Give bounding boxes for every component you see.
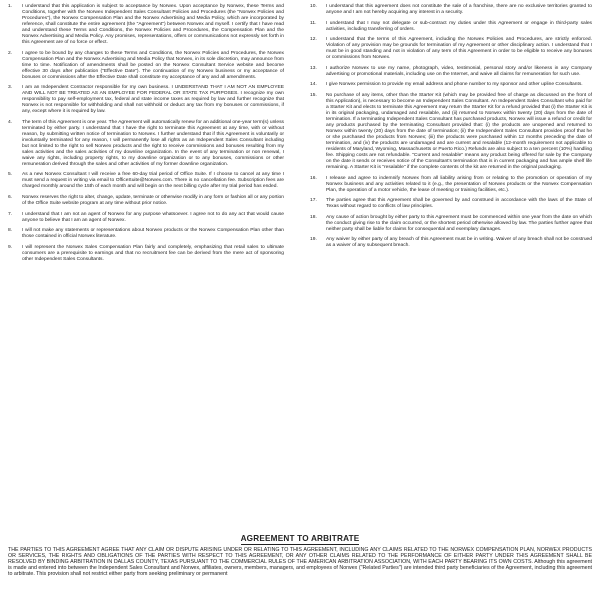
term-item (8, 228, 284, 240)
term-text: I am an Independent Contractor responsible for my own business. I UNDERSTAND THAT I AM NOT AN EMPLOYEE AND WILL NOT BE TREATED AS AN EMPLOYEE FOR FEDERAL OR STATE TAX PURPOSES. I recognize my own responsibility to pay self-employment tax, federal and state income taxes as required by law and further recognize that Norwex is not responsible for withholding and shall not withhold or deduct any tax from my bonuses or commissions, if any, except where it is required by law. (22, 85, 284, 115)
term-text: I understand that I am not an agent of Norwex for any purpose whatsoever. I agree not to do any act that would cause anyone to believe that I am an agent of Norwex. (22, 211, 284, 223)
term-text: I give Norwex permission to provide my email address and phone number to my sponsor and other upline Consultants. (326, 82, 583, 88)
term-number: 9. (8, 244, 13, 250)
term-number: 19. (310, 237, 317, 243)
term-item (8, 212, 284, 224)
term-item (310, 66, 592, 78)
term-number: 11. (310, 20, 317, 26)
term-text: I understand that this agreement does not constitute the sale of a franchise, there are no exclusive territories granted to anyone and I am not hereby acquiring any interest in a security. (326, 4, 592, 15)
term-item (8, 51, 284, 81)
term-text: As a new Norwex Consultant I will receive a free 60-day trial period of Office Suite. If I choose to cancel at any time I must send a request in writing via email to OfficeSuite@Norwex.com. There is no cancellation fee. Subscription fees are charged monthly around the 15th of each month and will begin on the next billing cycle after my trial period has ended. (22, 172, 284, 190)
term-number: 6. (8, 194, 13, 200)
term-text: I authorize Norwex to use my name, photograph, video, testimonial, personal story and/or likeness in any Company advertising or promotional materials, including use on the Internet, and waive all claims for remuneration for such use. (326, 65, 592, 77)
term-number: 1. (8, 4, 13, 9)
term-number: 10. (310, 4, 317, 9)
term-number: 16. (310, 175, 317, 181)
term-item (310, 198, 592, 210)
term-number: 2. (8, 50, 13, 56)
arbitration-paragraph: THE PARTIES TO THIS AGREEMENT AGREE THAT ANY CLAIM OR DISPUTE ARISING UNDER OR RELATING TO THIS AGREEMENT, INCLUDING ANY CLAIMS RELATED TO THE NORWEX COMPENSATION PLAN, NORWEX PRODUCTS OR SERVICES, THE RIGHTS AND OBLIGATIONS OF THE PARTIES WITH RESPECT TO THIS AGREEMENT, OR ANY OTHER CLAIMS RELATED TO THE PERFORMANCE OF EITHER PARTY UNDER THIS AGREEMENT SHALL BE RESOLVED BY BINDING ARBITRATION IN DALLAS COUNTY, TEXAS PURSUANT TO THE COMMERCIAL RULES OF THE AMERICAN ARBITRATION ASSOCIATION, WITH EACH PARTY BEARING ITS OWN COSTS. Although this agreement is made and entered into between the Independent Sales Consultant and Norwex, affiliates, owners, members, managers, and employees of Norwex ("Related Parties") are intended third party beneficiaries of the Agreement, including this agreement to arbitrate. This provision shall not restrict either party from seeking preliminary or permanent (8, 547, 592, 578)
term-item (8, 172, 284, 190)
term-text: I release and agree to indemnify Norwex from all liability arising from or relating to the promotion or operation of my Norwex business and any activities related to it (e.g., the presentation of Norwex products or the Norwex Compensation Plan, the operation of a motor vehicle, the lease of meeting or training facilities, etc.). (326, 175, 592, 193)
term-item (8, 120, 284, 168)
term-item (8, 195, 284, 207)
term-item (310, 215, 592, 233)
term-number: 14. (310, 82, 317, 88)
term-text: The term of this Agreement is one year. The Agreement will automatically renew for an additional one-year term(s) unless terminated by either party. I understand that I have the right to terminate this Agreement at any time, with or without reason, by submitting written notice of termination to Norwex. I further understand that if this Agreement is voluntarily or involuntarily terminated for any reason, I will permanently lose all rights as an Independent Sales Consultant including but not limited to the right to sell Norwex products and the right to receive commissions and bonuses resulting from my sales activities and the sales activities of my downline organization. In the event of any termination or non renewal, I waive any rights, including property rights, to my downline organization or to any bonuses, commissions or other remuneration derived through the sales and other activities of my former downline organization. (22, 119, 284, 167)
term-item (310, 237, 592, 249)
term-text: The parties agree that this Agreement shall be governed by and construed in accordance with the laws of the State of Texas without regard to conflicts of law principles. (326, 198, 592, 210)
term-text: I will represent the Norwex Sales Compensation Plan fairly and completely, emphasizing that retail sales to ultimate consumers are a prerequisite to earnings and that no recruitment fee can be derived from the mere act of sponsoring other Independent Sales Consultants. (22, 244, 284, 262)
term-item (310, 37, 592, 61)
term-text: I understand that the terms of this Agreement, including the Norwex Policies and Procedures, are strictly enforced. Violation of any provision may be grounds for termination of my Agreement or other disciplinary action. I understand that I must be in good standing and not in violation of any term of this Agreement in order to be eligible to receive any bonuses or commissions from Norwex. (326, 37, 592, 61)
term-number: 3. (8, 85, 13, 91)
term-item (8, 245, 284, 263)
term-item (310, 21, 592, 33)
term-item (310, 82, 592, 88)
term-text: I understand that this application is subject to acceptance by Norwex. Upon acceptance by Norwex, these Terms and Conditions, together with the Norwex Independent Sales Consultant Policies and Procedures (the "Norwex Policies and Procedures"), the Norwex Compensation Plan and the Norwex Advertising and Media Policy, which are incorporated by reference, shall constitute the entire agreement (the "Agreement") between Norwex and myself. I certify that I have read and understand these Terms and Conditions, the Norwex Policies and Procedures, the Compensation Plan and the Norwex Advertising and Media Policy. Any promises, representations, offers or communications not expressly set forth in this Agreement are of no force or effect. (22, 4, 284, 45)
term-text: Norwex reserves the right to alter, change, update, terminate or otherwise modify in any form or fashion all or any portion of the Office Suite website program at any time without prior notice. (22, 194, 284, 206)
term-number: 5. (8, 172, 13, 178)
term-text: No purchase of any items, other than the Starter Kit (which may be provided free of charge as discussed on the front of this Application), is necessary to become an Independent Sales Consultant. An Independent Sales Consultant who paid for a Starter Kit and elects to terminate this Agreement may return the Starter Kit for a refund provided that (i) the Starter Kit is in its original packaging, undamaged and resalable, and (ii) returned to Norwex within twenty (20) days from the date of termination. If a terminating Independent Sales Consultant has purchased products, Norwex will issue a refund or credit for any products purchased by the terminating Consultant provided that: (i) the products are unopened and returned to Norwex within twenty (20) days from the date of termination; (ii) the Independent Sales Consultant provides proof that he or she purchased the products from Norwex; (iii) the products were purchased within 12 months preceding the date of termination, and (iv) the products are undamaged and are current and resalable (12-month requirement not applicable to residents of Maryland, Wyoming, Massachusetts or Puerto Rico.) Refunds are also subject to a ten percent (10%) handling fee. Shipping costs are not refundable. "Current and resalable" means any product being offered for sale by the Company on the date it sends or receives notice of the Consultant's termination that is in current packaging and has ample shelf life remaining. A Starter Kit is "resalable" if the complete contents of the kit are returned in the original packaging. (326, 92, 592, 170)
term-text: I understand that I may not delegate or sub-contract my duties under this Agreement or engage in third-party sales activities, including transferring of orders. (326, 20, 592, 32)
term-number: 4. (8, 119, 13, 125)
term-number: 13. (310, 65, 317, 71)
arbitration-heading (0, 534, 600, 543)
term-item (310, 93, 592, 171)
term-item (310, 176, 592, 194)
term-number: 8. (8, 228, 13, 234)
arbitration-title: AGREEMENT TO ARBITRATE (240, 534, 360, 543)
term-number: 15. (310, 92, 317, 98)
term-item (8, 85, 284, 115)
term-text: I will not make any statements or representations about Norwex products or the Norwex Compensation Plan other than those contained in official Norwex literature. (22, 228, 284, 240)
term-text: Any cause of action brought by either party to this Agreement must be commenced within one year from the date on which the conduct giving rise to the claim occurred, or the shortest period otherwise allowed by law. The parties further agree that neither party shall be liable for claims for consequential and exemplary damages. (326, 214, 592, 232)
term-item (310, 4, 592, 16)
term-text: Any waiver by either party of any breach of this Agreement must be in writing. Waiver of any breach shall not be construed as a waiver of any subsequent breach. (326, 237, 592, 249)
right-column (310, 4, 592, 254)
term-text: I agree to be bound by any changes to these Terms and Conditions, the Norwex Policies and Procedures, the Norwex Compensation Plan and the Norwex Advertising and Media Policy that Norwex, in its sole discretion, may announce from time to time. Notification of amendments shall be posted on the Norwex Consultant Service website and become effective 30 days after publication ("Effective Date"). The continuation of my Norwex business or my acceptance of bonuses or commissions after the Effective Date shall constitute my acceptance of any and all amendments. (22, 50, 284, 80)
term-item (8, 4, 284, 46)
term-number: 7. (8, 211, 13, 217)
term-number: 12. (310, 37, 317, 43)
term-number: 18. (310, 214, 317, 220)
left-column (8, 4, 284, 267)
term-number: 17. (310, 198, 317, 204)
